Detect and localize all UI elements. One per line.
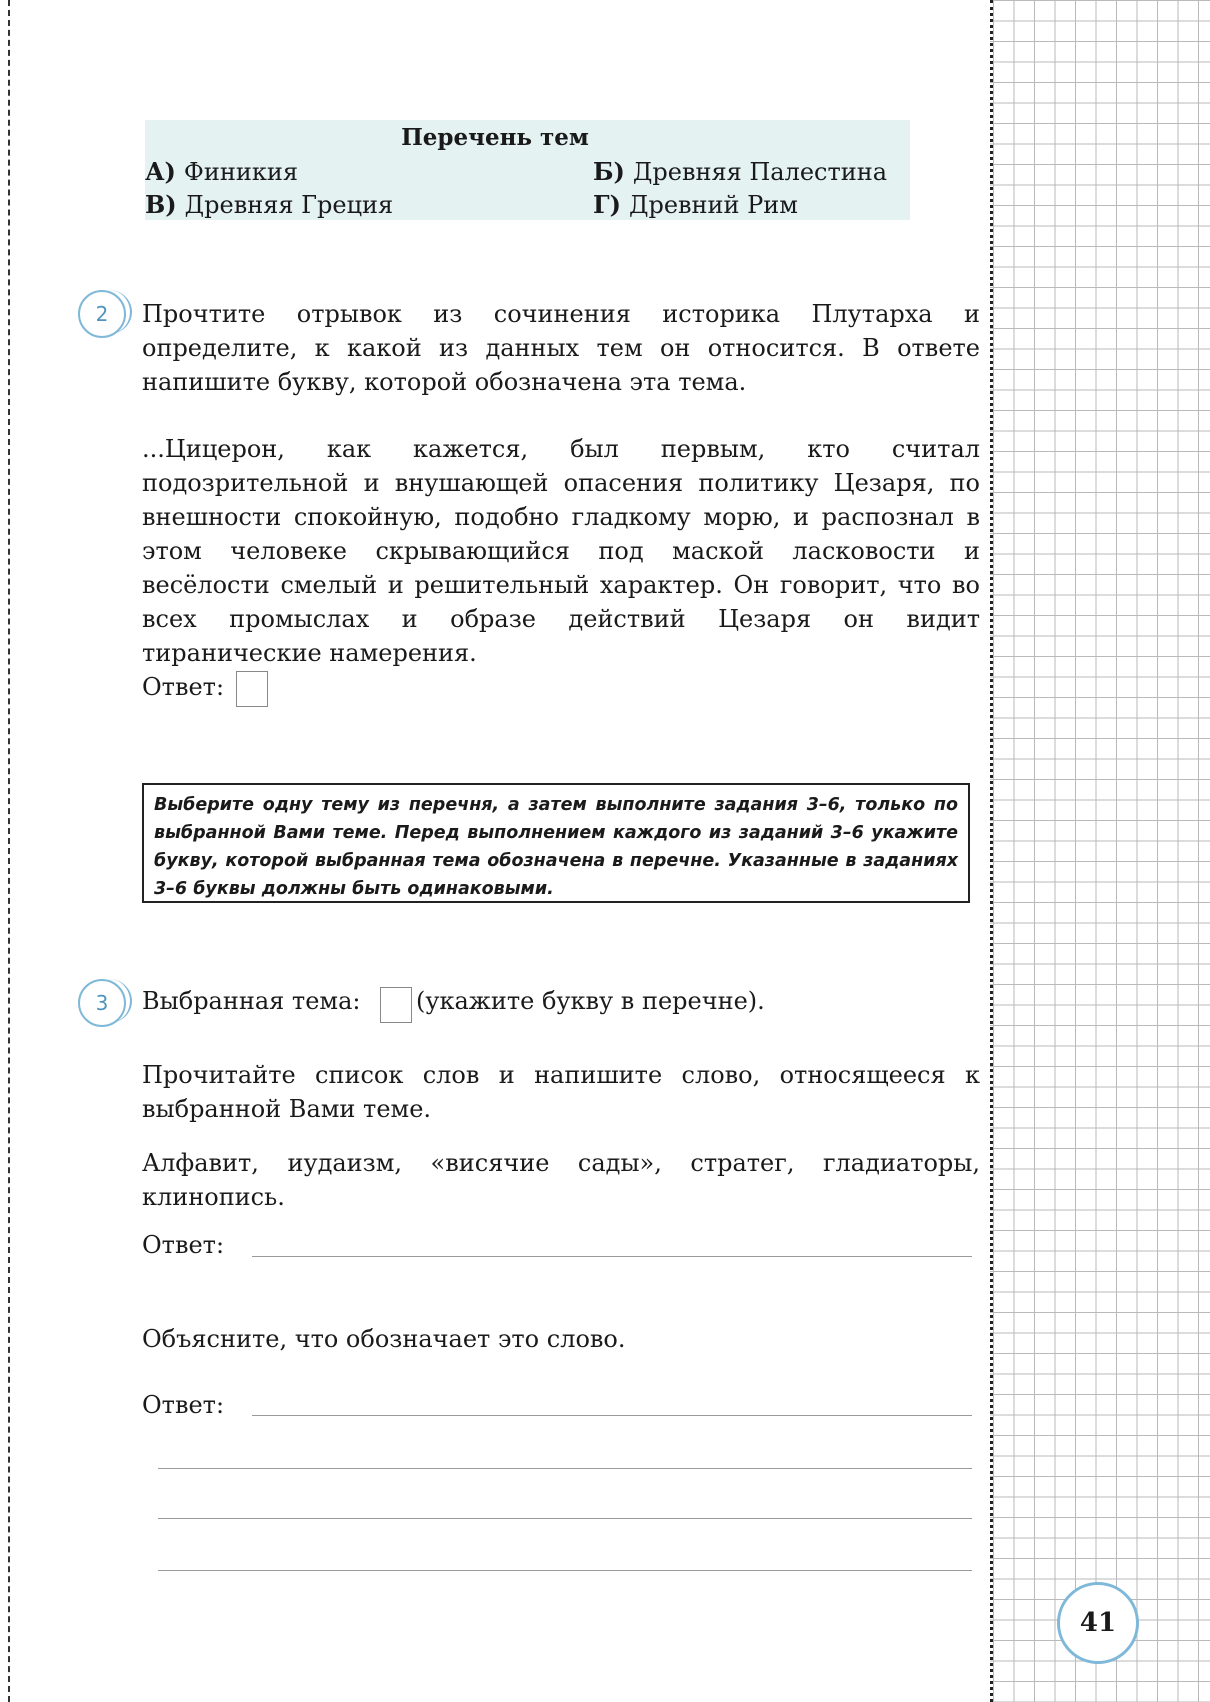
task3-theme-box[interactable] (380, 987, 412, 1023)
explain-answer-line[interactable] (252, 1415, 972, 1416)
grid-margin (990, 0, 1210, 1702)
theme-a (145, 157, 298, 186)
task2-prompt: Прочтите отрывок из сочинения историка Плутарха и определите, к какой из данных тем он относится. В ответе напишите букву, которой обозначена эта тема. (142, 300, 980, 396)
theme-name: Древняя Греция (184, 191, 394, 219)
instruction-box: Выберите одну тему из перечня, а затем выполните задания 3–6, только по выбранной Вами теме. Перед выполнением каждого из заданий 3–6 укажите букву, которой выбранная тема обозначена в перечне. Указанные в заданиях 3–6 буквы должны быть одинаковыми. (142, 783, 970, 903)
theme-name: Древний Рим (628, 191, 798, 219)
theme-g (593, 190, 798, 219)
theme-b (593, 157, 887, 186)
theme-v (145, 190, 393, 219)
task3-word-list: Алфавит, иудаизм, «висячие сады», стратег, гладиаторы, клинопись. (142, 1149, 980, 1211)
task3-chosen-label: Выбранная тема: (142, 987, 361, 1015)
task3-explain-answer-label: Ответ: (142, 1391, 225, 1419)
task2-excerpt: ...Цицерон, как кажется, был первым, кто считал подозрительной и внушающей опасения политику Цезаря, по внешности спокойную, подобно гладкому морю, и распознал в этом человеке скрывающийся под маской ласковости и весёлости смелый и решительный характер. Он говорит, что во всех промыслах и образе действий Цезаря он видит тиранические намерения. (142, 435, 980, 667)
themes-title: Перечень тем (401, 124, 589, 151)
explain-answer-line[interactable] (158, 1570, 972, 1571)
theme-letter: Г) (593, 190, 621, 219)
task2-answer-label: Ответ: (142, 673, 225, 701)
theme-letter: А) (145, 157, 176, 186)
theme-letter: Б) (593, 157, 625, 186)
task3-explain-prompt: Объясните, что обозначает это слово. (142, 1325, 626, 1353)
theme-letter: В) (145, 190, 177, 219)
task3-prompt: Прочитайте список слов и напишите слово, относящееся к выбранной Вами теме. (142, 1061, 980, 1123)
task3-answer-label: Ответ: (142, 1231, 225, 1259)
task-number-3: 3 (78, 979, 126, 1027)
page-number: 41 (1057, 1582, 1139, 1664)
theme-name: Финикия (183, 158, 298, 186)
task-number-2: 2 (78, 290, 126, 338)
task3-answer-line[interactable] (252, 1256, 972, 1257)
task3-chosen-hint: (укажите букву в перечне). (416, 987, 765, 1015)
explain-answer-line[interactable] (158, 1468, 972, 1469)
explain-answer-line[interactable] (158, 1518, 972, 1519)
cut-line (8, 0, 10, 1702)
task2-answer-box[interactable] (236, 671, 268, 707)
theme-name: Древняя Палестина (632, 158, 888, 186)
